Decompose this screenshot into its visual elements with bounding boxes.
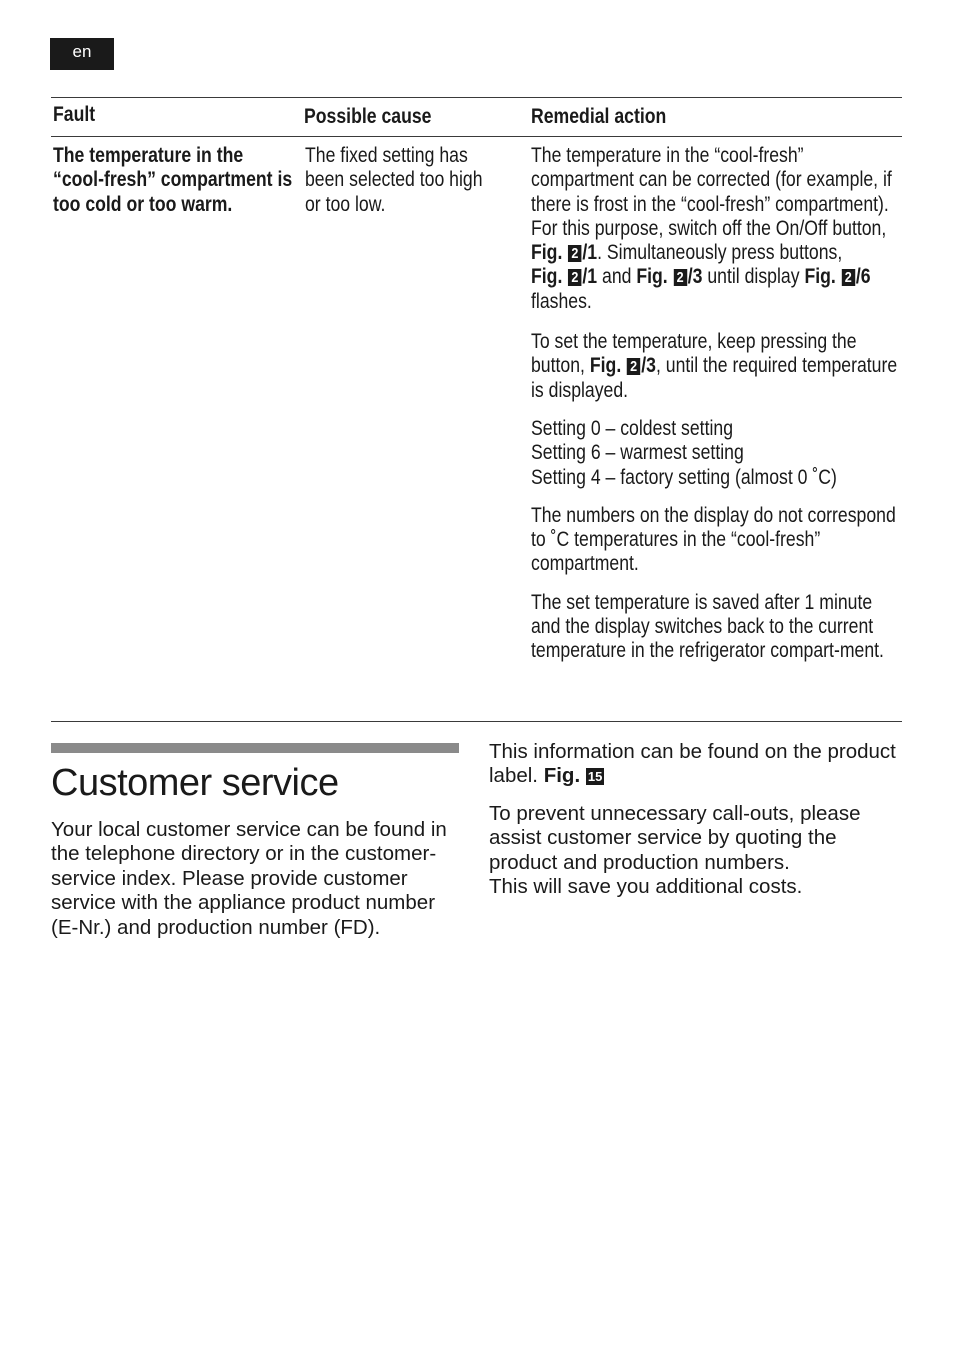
action-paragraph-4: The numbers on the display do not correspond to ˚C temperatures in the “cool-fresh” compartment. <box>531 503 896 576</box>
action-paragraph-5: The set temperature is saved after 1 minute and the display switches back to the current temperature in the refrigerator compart-ment. <box>531 590 884 663</box>
figure-reference: Fig. 2 /6 <box>804 265 871 289</box>
header-remedial-action: Remedial action <box>531 105 667 128</box>
header-possible-cause: Possible cause <box>304 105 432 128</box>
figure-number-badge: 2 <box>568 269 581 286</box>
setting-line: Setting 4 – factory setting (almost 0 ˚C) <box>531 465 837 489</box>
language-tab: en <box>50 38 114 70</box>
remedial-action-cell <box>531 144 954 664</box>
figure-reference: Fig. 2 /1 <box>531 241 598 265</box>
fault-cell: The temperature in the “cool-fresh” compartment is too cold or too warm. <box>53 144 293 216</box>
header-bottom-rule <box>51 136 902 137</box>
section-divider-bar <box>51 743 459 753</box>
header-fault: Fault <box>53 103 96 126</box>
setting-line: Setting 0 – coldest setting <box>531 416 734 440</box>
table-bottom-rule <box>51 721 902 722</box>
customer-service-intro: Your local customer service can be found in the telephone directory or in the customer-service index. Please provide customer service with the appliance product number (E-Nr.) and production number (FD). <box>51 818 447 939</box>
figure-reference: Fig. 2 /3 <box>589 354 656 378</box>
table-top-rule <box>51 97 902 98</box>
product-label-note: This information can be found on the product label. Fig. 15 <box>489 740 896 788</box>
cause-cell: The fixed setting has been selected too high or too low. <box>305 144 483 216</box>
figure-reference: Fig. 15 <box>543 764 603 788</box>
action-paragraph-2: To set the temperature, keep pressing the button, Fig. 2 /3, until the required temperature is displayed. <box>531 330 898 402</box>
figure-number-badge: 2 <box>842 269 855 286</box>
action-paragraph-1b: For this purpose, switch off the On/Off button, Fig. 2 /1. Simultaneously press buttons, Fig. 2 /1 and Fig. 2 /3 until display Fig. 2 /6 flashes. <box>531 216 887 313</box>
figure-reference: Fig. 2 /3 <box>636 265 703 289</box>
figure-number-badge: 2 <box>568 245 581 262</box>
section-title: Customer service <box>51 762 339 804</box>
action-paragraph-1: The temperature in the “cool-fresh” compartment can be corrected (for example, if there is frost in the “cool-fresh” compartment). <box>531 144 892 216</box>
settings-list <box>531 417 901 490</box>
figure-reference: Fig. 2 /1 <box>531 265 598 289</box>
figure-number-badge: 15 <box>587 769 603 785</box>
figure-number-badge: 2 <box>627 358 640 375</box>
customer-service-right-column <box>489 740 904 899</box>
figure-number-badge: 2 <box>673 269 686 286</box>
cost-note: This will save you additional costs. <box>489 875 803 899</box>
callout-note: To prevent unnecessary call-outs, please assist customer service by quoting the product and production numbers. <box>489 801 861 874</box>
setting-line: Setting 6 – warmest setting <box>531 441 744 465</box>
